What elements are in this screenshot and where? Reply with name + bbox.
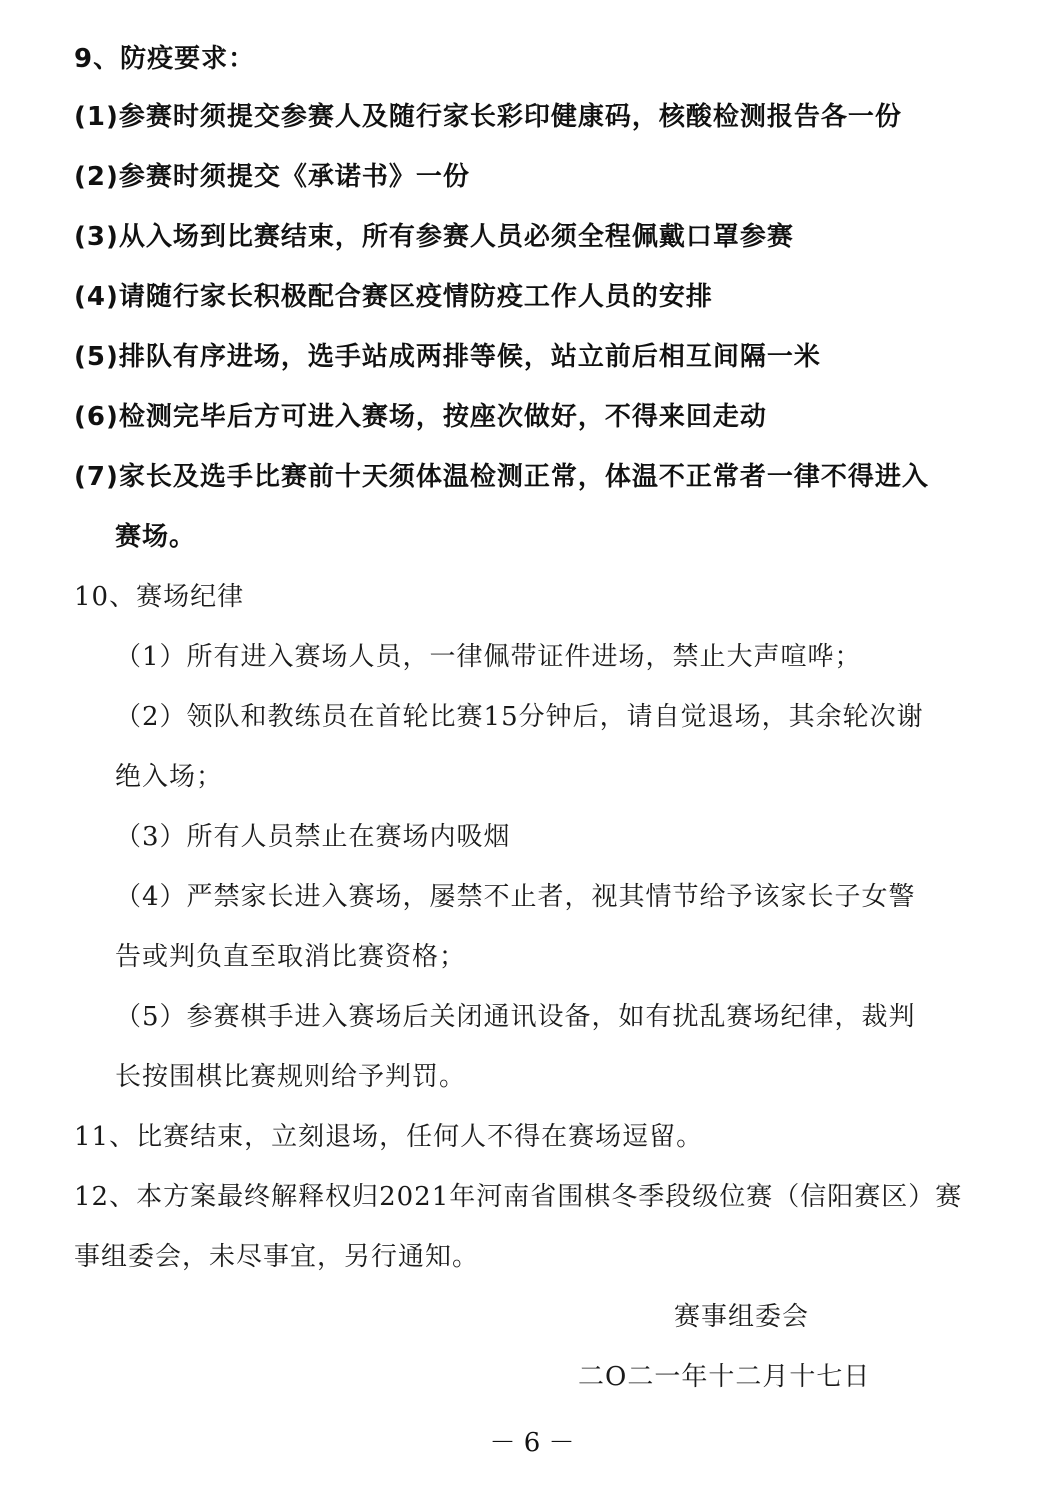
- section-10-item-5: （5）参赛棋手进入赛场后关闭通讯设备，如有扰乱赛场纪律，裁判: [115, 1002, 916, 1032]
- section-10-item-3: （3）所有人员禁止在赛场内吸烟: [115, 822, 511, 852]
- section-10-item-1: （1）所有进入赛场人员，一律佩带证件进场，禁止大声喧哗；: [115, 642, 862, 672]
- section-9-item-3: (3)从入场到比赛结束，所有参赛人员必须全程佩戴口罩参赛: [74, 222, 794, 252]
- section-10-item-2-cont: 绝入场；: [115, 762, 224, 792]
- section-10-heading: 10、赛场纪律: [74, 582, 245, 612]
- section-9-item-5: (5)排队有序进场，选手站成两排等候，站立前后相互间隔一米: [74, 342, 821, 372]
- section-10-item-5-cont: 长按围棋比赛规则给予判罚。: [115, 1062, 467, 1092]
- section-12-cont: 事组委会，未尽事宜，另行通知。: [74, 1242, 480, 1272]
- signature-date: 二O二一年十二月十七日: [578, 1362, 871, 1392]
- section-10-item-4: （4）严禁家长进入赛场，屡禁不止者，视其情节给予该家长子女警: [115, 882, 916, 912]
- section-9-item-7-cont: 赛场。: [115, 522, 197, 552]
- section-11: 11、比赛结束，立刻退场，任何人不得在赛场逗留。: [74, 1122, 704, 1152]
- section-9-item-7: (7)家长及选手比赛前十天须体温检测正常，体温不正常者一律不得进入: [74, 462, 929, 492]
- section-9-item-2: (2)参赛时须提交《承诺书》一份: [74, 162, 470, 192]
- section-9-heading: 9、防疫要求：: [74, 44, 256, 74]
- section-10-item-4-cont: 告或判负直至取消比赛资格；: [115, 942, 467, 972]
- signature-org: 赛事组委会: [674, 1302, 810, 1332]
- page-number: － 6 －: [489, 1428, 575, 1458]
- section-12: 12、本方案最终解释权归2021年河南省围棋冬季段级位赛（信阳赛区）赛: [74, 1182, 963, 1212]
- section-9-item-6: (6)检测完毕后方可进入赛场，按座次做好，不得来回走动: [74, 402, 767, 432]
- section-9-item-4: (4)请随行家长积极配合赛区疫情防疫工作人员的安排: [74, 282, 713, 312]
- section-9-item-1: (1)参赛时须提交参赛人及随行家长彩印健康码，核酸检测报告各一份: [74, 102, 902, 132]
- section-10-item-2: （2）领队和教练员在首轮比赛15分钟后，请自觉退场，其余轮次谢: [115, 702, 924, 732]
